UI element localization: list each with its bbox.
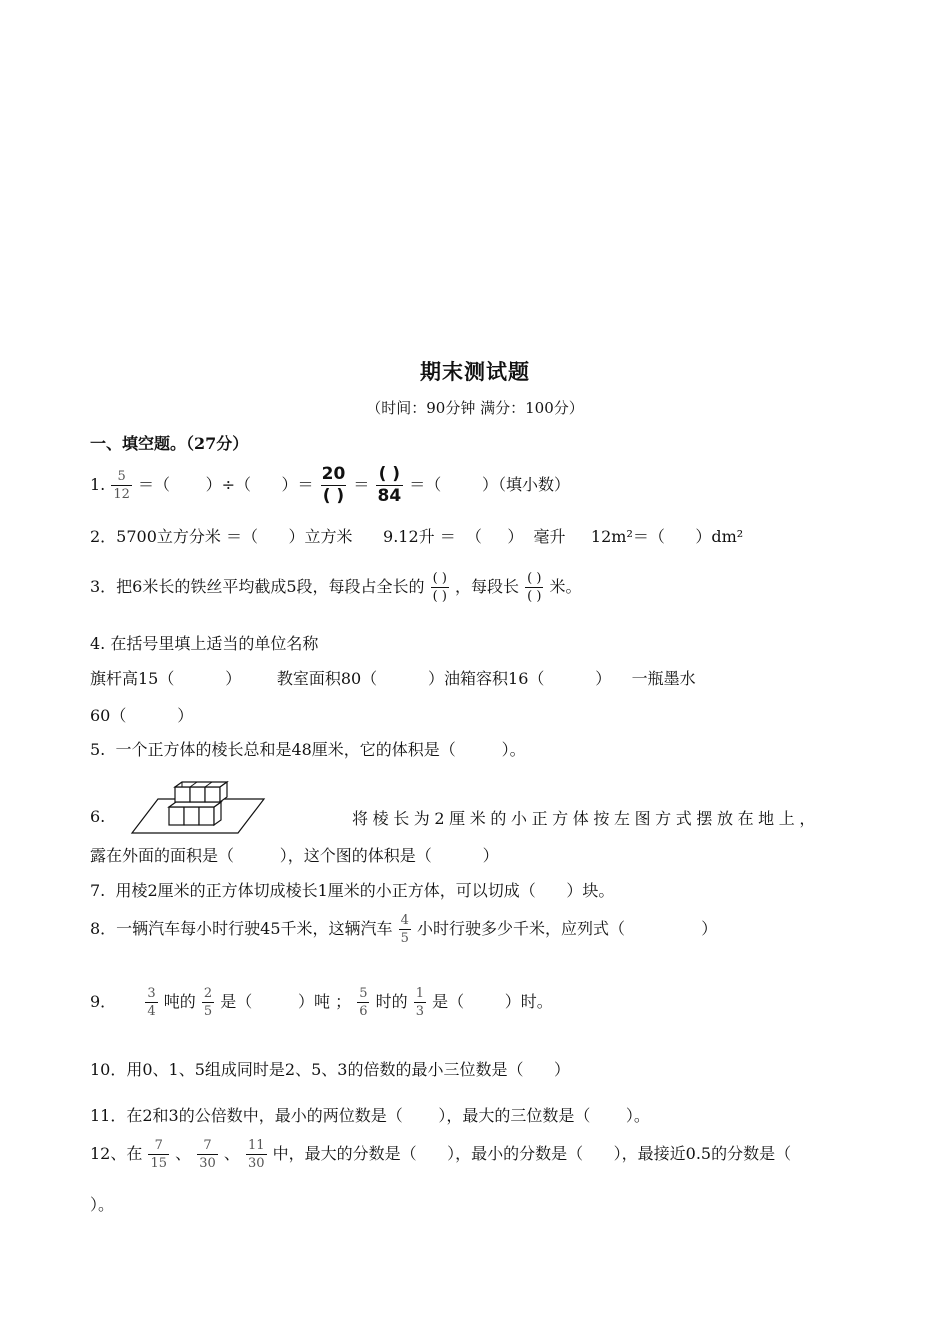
q12-separator-1: 、 [175, 1144, 192, 1163]
q9-text-2: 是（ ）吨 ； [220, 992, 352, 1011]
q12-prefix: 12、在 [90, 1144, 143, 1163]
q12-fraction-1: $\frac{7}{15}$ [150, 1138, 168, 1171]
q9-text-3: 时的 [375, 992, 408, 1011]
q1-fraction: $\frac{5}{12}$ [113, 469, 130, 502]
q9-fraction-3: $\frac{5}{6}$ [359, 986, 368, 1019]
q8-text-2: 小时行驶多少千米，应列式（ ） [417, 919, 718, 938]
question-12-line-2: ）。 [90, 1195, 115, 1214]
question-11: 11．在2和3的公倍数中，最小的两位数是（ ），最大的三位数是（ ）。 [90, 1106, 650, 1125]
question-4-line-1: 旗杆高15（ ） 教室面积80（ ）油箱容积16（ ） 一瓶墨水 [90, 669, 696, 688]
q12-text: 中，最大的分数是（ ），最小的分数是（ ），最接近0.5的分数是（ [272, 1144, 792, 1163]
question-6-line-1: 将棱长为2厘米的小正方体按左图方式摆放在地上， [352, 809, 820, 828]
q1-equation-2: ＝ [353, 475, 370, 494]
q1-big-fraction-2: $\frac{( )}{84}$ [377, 464, 402, 506]
question-9 [90, 987, 553, 1018]
question-1 [90, 466, 570, 505]
question-3 [90, 572, 582, 603]
q6-number: 6. [90, 807, 106, 826]
q3-text-1: 3．把6米长的铁丝平均截成5段，每段占全长的 [90, 577, 425, 596]
q12-fraction-3: $\frac{11}{30}$ [247, 1138, 265, 1171]
q1-equation-1: ＝（ ）÷（ ）＝ [138, 475, 314, 494]
question-5: 5. 一个正方体的棱长总和是48厘米，它的体积是（ ）。 [90, 740, 526, 759]
q3-fraction-2: $\frac{( )}{( )}$ [527, 571, 542, 604]
section-heading: 一、填空题。（27分） [90, 434, 249, 453]
q1-number: 1. [90, 475, 106, 494]
page-title: 期末测试题 [420, 359, 530, 384]
q9-number: 9． [90, 992, 117, 1011]
q9-fraction-2: $\frac{2}{5}$ [203, 986, 213, 1019]
page-subtitle: （时间：90分钟 满分：100分） [366, 399, 584, 417]
q3-text-2: ，每段长 [455, 577, 520, 596]
q9-text-4: 是（ ）时。 [432, 992, 553, 1011]
q9-fraction-4: $\frac{1}{3}$ [415, 986, 424, 1019]
question-6-line-2: 露在外面的面积是（ ），这个图的体积是（ ） [90, 846, 499, 865]
question-4-line-2: 60（ ） [90, 706, 194, 725]
question-12 [90, 1139, 791, 1170]
q3-text-3: 米。 [549, 577, 582, 596]
q9-text-1: 吨的 [163, 992, 196, 1011]
q1-equation-3: ＝（ ）（填小数） [409, 475, 570, 494]
q12-separator-2: 、 [223, 1144, 240, 1163]
cube-stack-figure [130, 780, 266, 836]
q9-fraction-1: $\frac{3}{4}$ [147, 986, 156, 1019]
q1-big-fraction-1: $\frac{20}{( )}$ [321, 464, 346, 506]
question-2: 2．5700立方分米 ＝（ ）立方米 9.12升 ＝ （ ） 毫升 12m²＝（ ）dm² [90, 527, 744, 546]
question-8 [90, 914, 717, 945]
question-4-stem: 4. 在括号里填上适当的单位名称 [90, 634, 319, 653]
q3-fraction-1: $\frac{( )}{( )}$ [432, 571, 447, 604]
question-10: 10．用0、1、5组成同时是2、5、3的倍数的最小三位数是（ ） [90, 1060, 570, 1079]
q12-fraction-2: $\frac{7}{30}$ [199, 1138, 216, 1171]
q8-text-1: 8．一辆汽车每小时行驶45千米，这辆汽车 [90, 919, 393, 938]
question-7: 7. 用棱2厘米的正方体切成棱长1厘米的小正方体，可以切成（ ）块。 [90, 881, 615, 900]
q8-fraction: $\frac{4}{5}$ [400, 913, 409, 946]
